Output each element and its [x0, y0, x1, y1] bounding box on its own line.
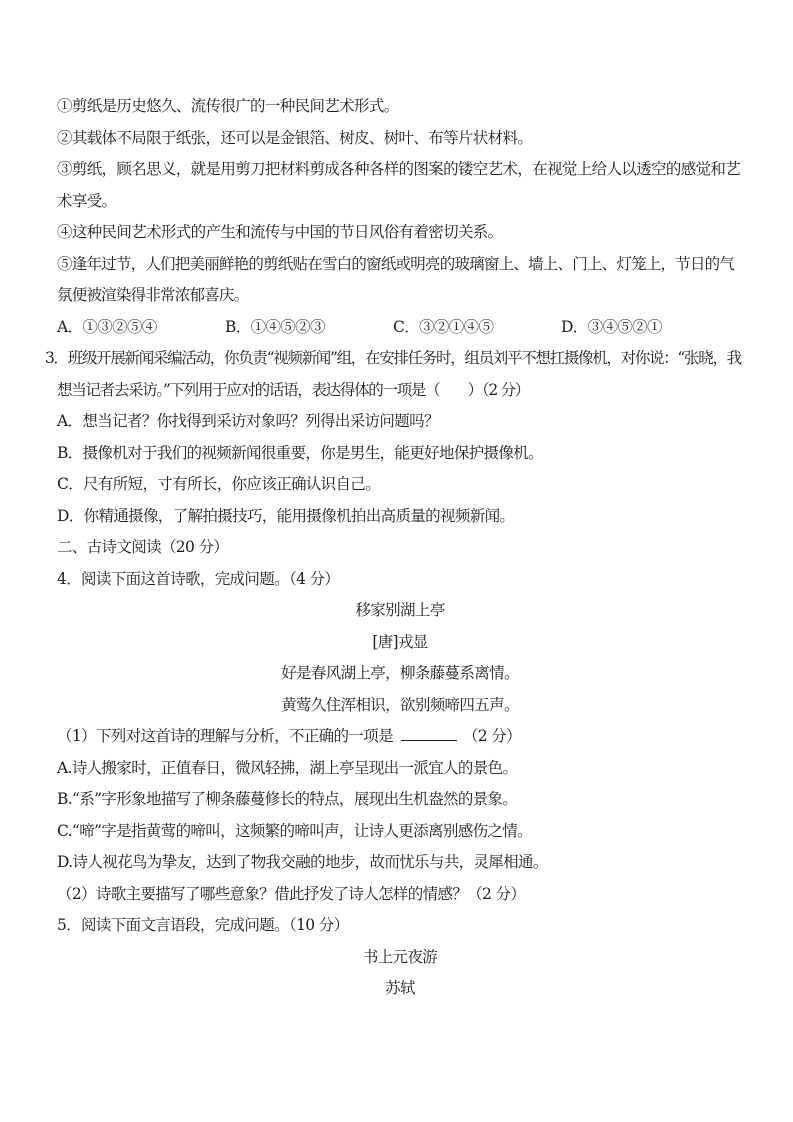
- q2-option-d: D．③④⑤②①: [561, 317, 662, 336]
- q2-sentence-5: ⑤逢年过节，人们把美丽鲜艳的剪纸贴在雪白的窗纸或明亮的玻璃窗上、墙上、门上、灯笼上，节日的气氛便被渲染得非常浓郁喜庆。: [57, 254, 735, 304]
- q2-options-row: [57, 312, 743, 344]
- q4-sub1-option-d: D.诗人视花鸟为挚友，达到了物我交融的地步，故而忧乐与共，灵犀相通。: [57, 853, 548, 871]
- q2-option-b: B．①④⑤②③: [225, 317, 325, 336]
- q3-stem: 3．班级开展新闻采编活动，你负责“视频新闻”组，在安排任务时，组员刘平不想扛摄像机，对你说：“张晓，我想当记者去采访。”下列用于应对的话语，表达得体的一项是（ ）（2 分）: [45, 349, 741, 399]
- q3-option-c: C．尺有所短，寸有所长，你应该正确认识自己。: [57, 475, 381, 493]
- q4-sub1-stem: [57, 721, 743, 753]
- q3-option-a: A．想当记者？你找得到采访对象吗？列得出采访问题吗？: [57, 412, 439, 430]
- q2-option-a: A．①③②⑤④: [57, 317, 157, 336]
- q2-sentence-1: ①剪纸是历史悠久、流传很广的一种民间艺术形式。: [57, 97, 399, 115]
- answer-blank-underline: [401, 725, 457, 742]
- q5-stem: 5．阅读下面文言语段，完成问题。（10 分）: [57, 916, 349, 934]
- q2-option-c: C．③②①④⑤: [393, 317, 494, 336]
- q4-stem: 4．阅读下面这首诗歌，完成问题。（4 分）: [57, 569, 340, 588]
- question-2-block: [57, 91, 743, 343]
- poem-author: [唐]戎显: [372, 632, 428, 651]
- question-5-block: [57, 910, 743, 1005]
- q2-sentence-2: ②其载体不局限于纸张，还可以是金银箔、树皮、树叶、布等片状材料。: [57, 128, 533, 147]
- question-4-block: [57, 564, 743, 911]
- q4-sub1-text-after: （2 分）: [462, 727, 521, 745]
- q4-sub1-text-before: （1）下列对这首诗的理解与分析，不正确的一项是: [57, 727, 393, 745]
- q2-sentence-4: ④这种民间艺术形式的产生和流传与中国的节日风俗有着密切关系。: [57, 223, 503, 241]
- q2-sentence-3: ③剪纸，顾名思义，就是用剪刀把材料剪成各种各样的图案的镂空艺术，在视觉上给人以透空的感觉和艺术享受。: [57, 160, 741, 210]
- q4-sub1-option-b: B.“系”字形象地描写了柳条藤蔓修长的特点，展现出生机盎然的景象。: [57, 790, 518, 808]
- q4-sub1-option-a: A.诗人搬家时，正值春日，微风轻拂，湖上亭呈现出一派宜人的景色。: [57, 758, 518, 777]
- poem-line-1: 好是春风湖上亭，柳条藤蔓系离情。: [281, 664, 519, 682]
- q4-sub2-stem: （2）诗歌主要描写了哪些意象？借此抒发了诗人怎样的情感？（2 分）: [57, 884, 526, 903]
- question-3-block: [45, 343, 743, 532]
- passage-author: 苏轼: [385, 979, 415, 997]
- passage-title: 书上元夜游: [362, 947, 438, 966]
- q3-option-d: D．你精通摄像，了解拍摄技巧，能用摄像机拍出高质量的视频新闻。: [57, 506, 515, 525]
- poem-line-2: 黄莺久住浑相识，欲别频啼四五声。: [281, 695, 519, 714]
- section-2-heading: 二、古诗文阅读（20 分）: [57, 538, 229, 556]
- q4-sub1-option-c: C.“啼”字是指黄莺的啼叫，这频繁的啼叫声，让诗人更添离别感伤之情。: [57, 821, 532, 840]
- q3-option-b: B．摄像机对于我们的视频新闻很重要，你是男生，能更好地保护摄像机。: [57, 443, 543, 462]
- poem-title: 移家别湖上亭: [355, 601, 445, 619]
